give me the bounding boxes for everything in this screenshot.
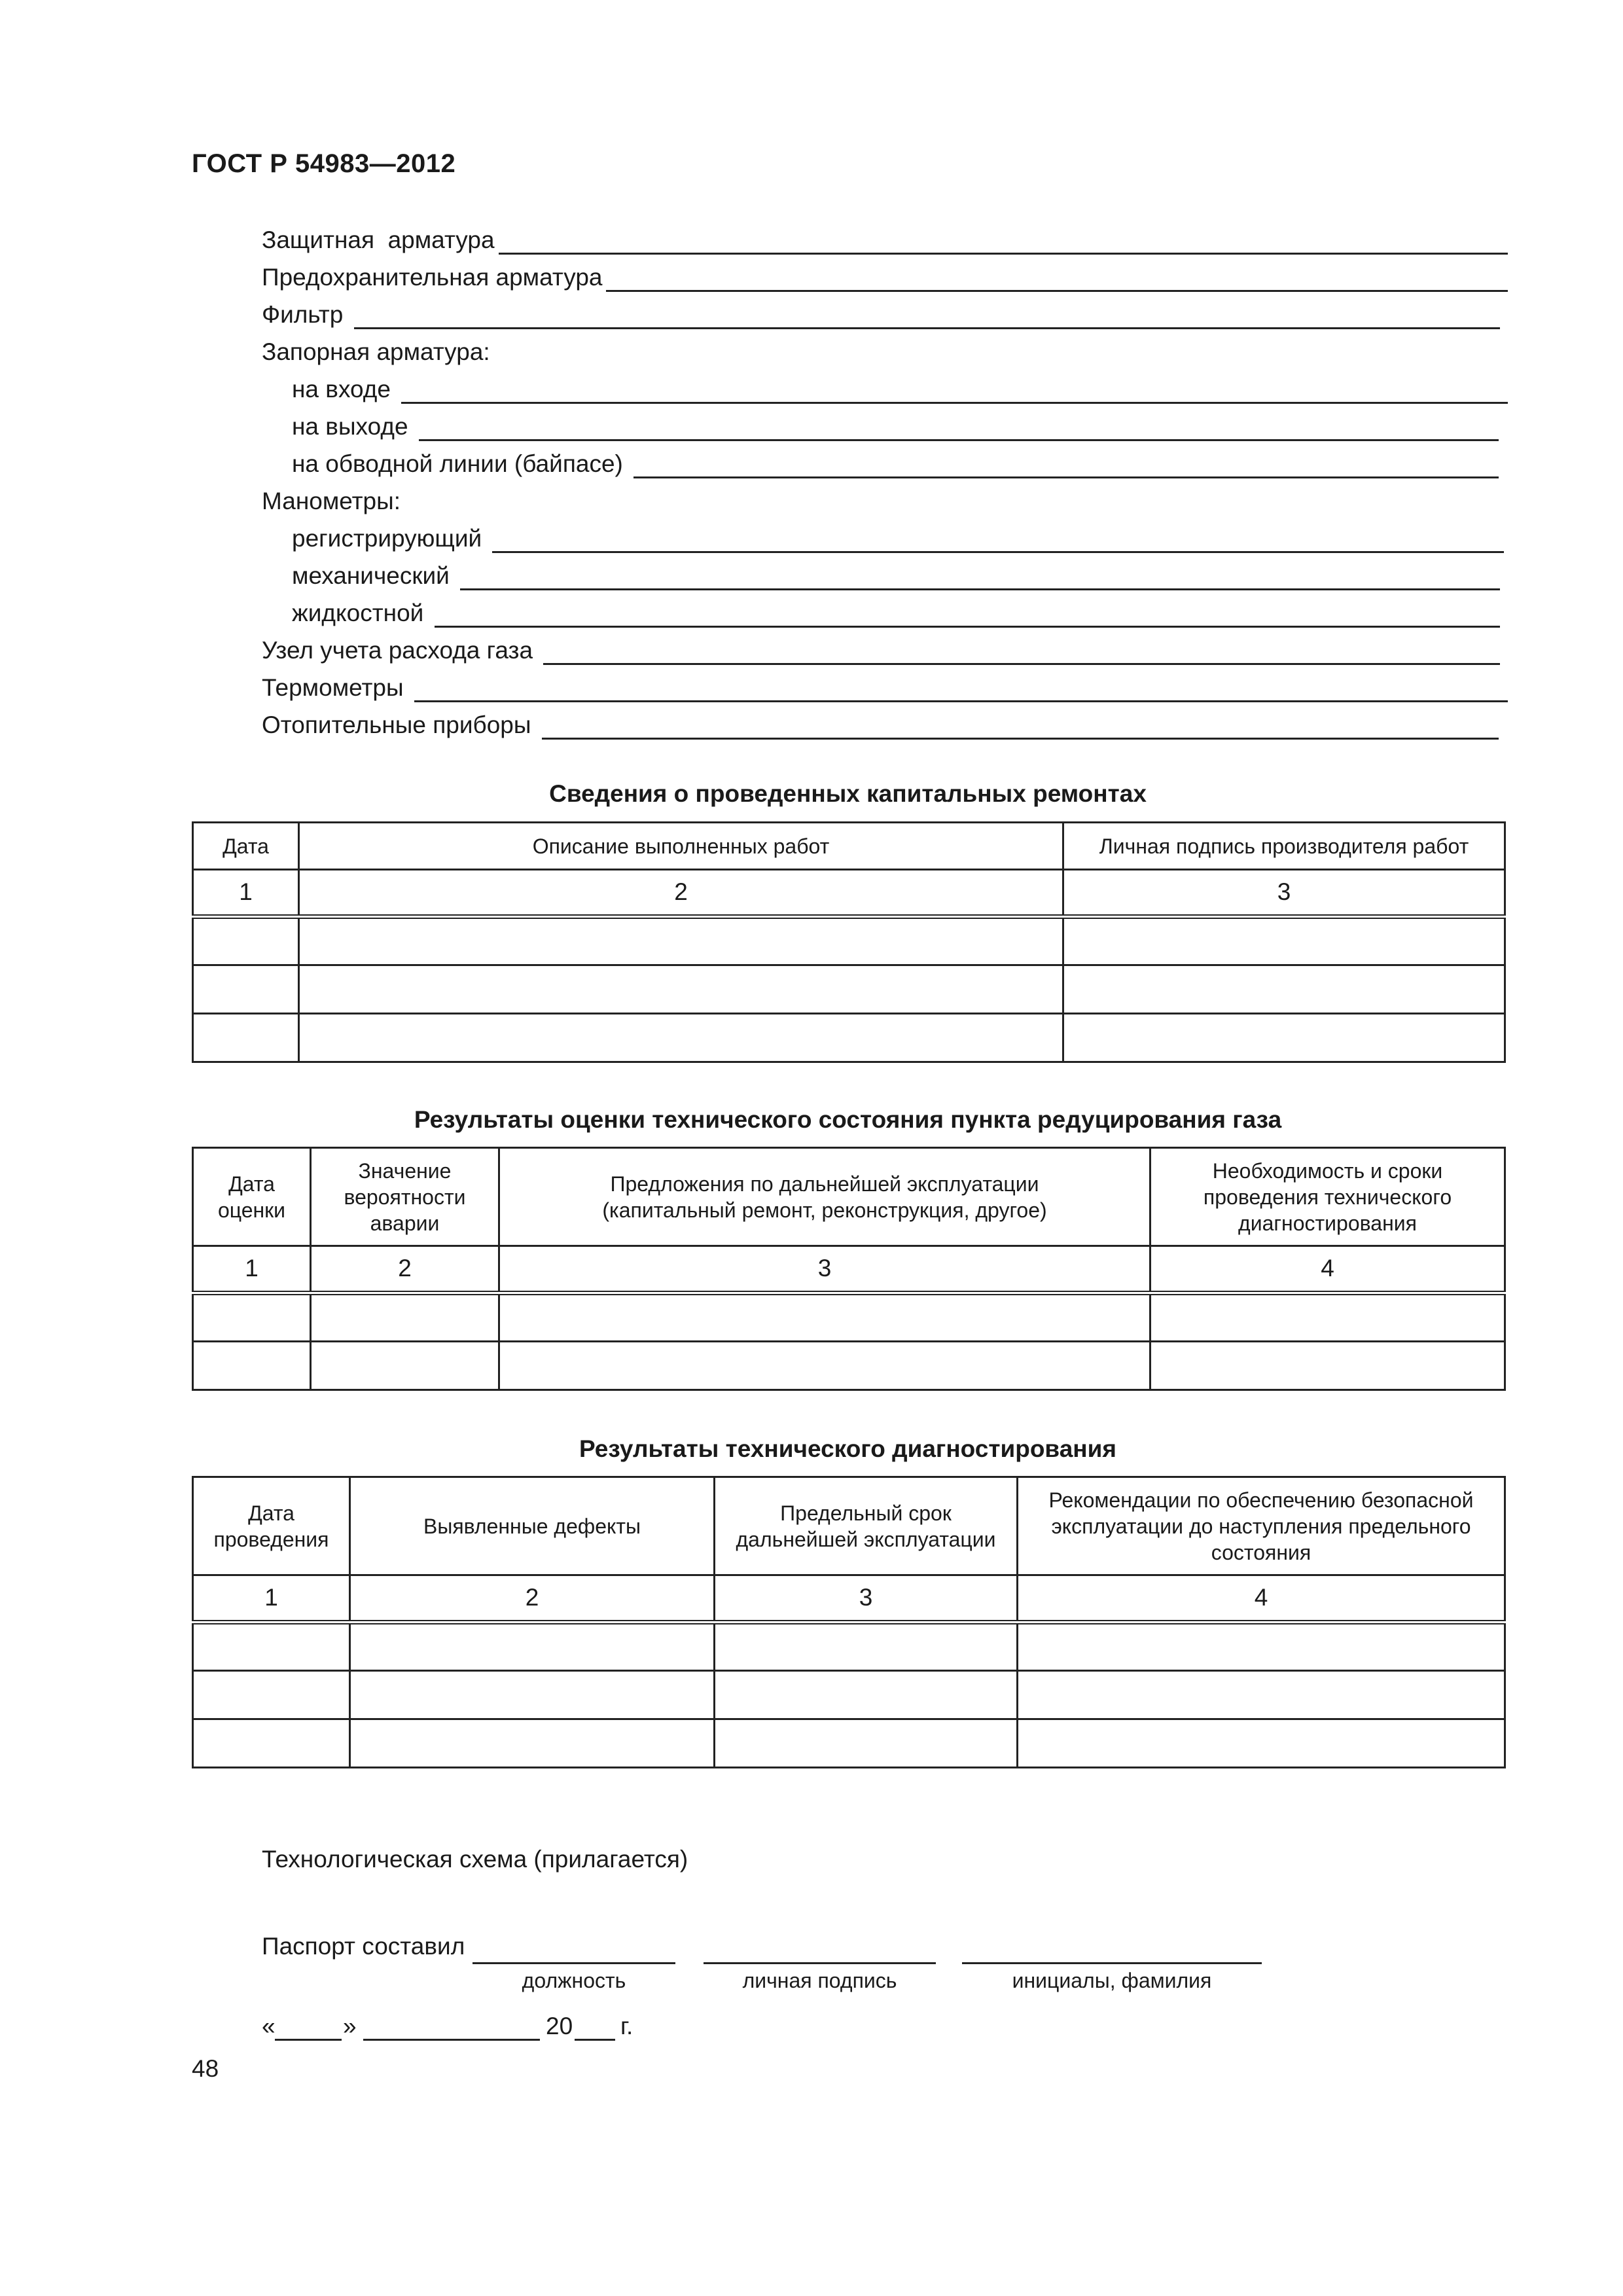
- column-number: 3: [1063, 870, 1505, 917]
- table-cell[interactable]: [1063, 917, 1505, 965]
- fill-in-line[interactable]: [354, 301, 1500, 329]
- table-cell[interactable]: [1150, 1342, 1505, 1390]
- table-row: [193, 1293, 1505, 1342]
- table-cell[interactable]: [193, 1342, 311, 1390]
- table-row: [193, 965, 1505, 1014]
- table-cell[interactable]: [1018, 1623, 1505, 1671]
- table-row: [193, 1623, 1505, 1671]
- field-label: Фильтр: [262, 301, 350, 328]
- column-header: Рекомендации по обеспечению безопасной эксплуатации до наступления предельного состояния: [1018, 1477, 1505, 1575]
- column-header: Значение вероятности аварии: [311, 1148, 499, 1246]
- field-label: Запорная арматура:: [262, 338, 490, 365]
- table-cell[interactable]: [299, 917, 1063, 965]
- field-label: Термометры: [262, 674, 410, 701]
- signature-caption: личная подпись: [742, 1969, 897, 1992]
- compiled-by-label: Паспорт составил: [262, 1933, 465, 1960]
- assessment-table: [192, 1147, 1506, 1391]
- table-cell[interactable]: [715, 1623, 1018, 1671]
- field-label: Отопительные приборы: [262, 711, 538, 738]
- table-cell[interactable]: [193, 965, 299, 1014]
- field-label: Защитная арматура: [262, 226, 495, 253]
- table-cell[interactable]: [350, 1719, 715, 1768]
- column-number: 4: [1150, 1246, 1505, 1293]
- column-header: Личная подпись производителя работ: [1063, 823, 1505, 870]
- document-header: ГОСТ Р 54983—2012: [192, 149, 456, 178]
- table-cell[interactable]: [350, 1623, 715, 1671]
- column-header: Дата оценки: [193, 1148, 311, 1246]
- fill-in-line[interactable]: [460, 562, 1500, 590]
- column-number-row: [193, 1575, 1505, 1623]
- table-header-row: [193, 1477, 1505, 1575]
- day-line[interactable]: [275, 2039, 342, 2041]
- table-cell[interactable]: [193, 1719, 350, 1768]
- column-header: Предложения по дальнейшей эксплуатации (капитальный ремонт, реконструкция, другое): [499, 1148, 1150, 1246]
- field-manometers-heading: [262, 480, 1623, 516]
- field-label: Предохранительная арматура: [262, 264, 603, 291]
- month-line[interactable]: [363, 2039, 540, 2041]
- field-label: Манометры:: [262, 488, 401, 514]
- position-caption: должность: [522, 1969, 626, 1992]
- table-cell[interactable]: [311, 1293, 499, 1342]
- fill-in-line[interactable]: [435, 600, 1500, 628]
- column-number: 1: [193, 1246, 311, 1293]
- table-cell[interactable]: [715, 1719, 1018, 1768]
- column-number: 2: [311, 1246, 499, 1293]
- column-header: Предельный срок дальнейшей эксплуатации: [715, 1477, 1018, 1575]
- table-cell[interactable]: [193, 1671, 350, 1719]
- table-cell[interactable]: [299, 1014, 1063, 1062]
- column-header: Дата: [193, 823, 299, 870]
- table-cell[interactable]: [1150, 1293, 1505, 1342]
- column-number-row: [193, 1246, 1505, 1293]
- column-number: 4: [1018, 1575, 1505, 1623]
- field-gas-metering-unit: [262, 630, 1500, 665]
- table-row: [193, 1719, 1505, 1768]
- field-thermometers: [262, 667, 1508, 702]
- table-cell[interactable]: [499, 1342, 1150, 1390]
- field-heating-devices: [262, 704, 1499, 740]
- table-row: [193, 1671, 1505, 1719]
- table-cell[interactable]: [715, 1671, 1018, 1719]
- field-manometer-recording: [292, 518, 1504, 553]
- field-label: на выходе: [292, 413, 415, 440]
- field-manometer-liquid: [292, 592, 1500, 628]
- field-filter: [262, 294, 1500, 329]
- table-cell[interactable]: [1018, 1671, 1505, 1719]
- fill-in-line[interactable]: [492, 525, 1504, 553]
- field-shutoff-inlet: [292, 368, 1508, 404]
- field-label: механический: [292, 562, 457, 589]
- date-close-quote: »: [343, 2013, 357, 2039]
- field-manometer-mechanical: [292, 555, 1500, 590]
- field-label: на обводной линии (байпасе): [292, 450, 630, 477]
- position-line[interactable]: [473, 1962, 675, 1964]
- table-cell[interactable]: [193, 1014, 299, 1062]
- table-cell[interactable]: [193, 1623, 350, 1671]
- column-number: 2: [299, 870, 1063, 917]
- fill-in-line[interactable]: [401, 376, 1508, 404]
- column-number: 1: [193, 1575, 350, 1623]
- name-caption: инициалы, фамилия: [1012, 1969, 1212, 1992]
- table-cell[interactable]: [499, 1293, 1150, 1342]
- fill-in-line[interactable]: [543, 637, 1500, 665]
- table-cell[interactable]: [1063, 965, 1505, 1014]
- table-row: [193, 1342, 1505, 1390]
- year-suffix: г.: [620, 2013, 633, 2039]
- repairs-title: Сведения о проведенных капитальных ремонтах: [549, 780, 1147, 807]
- diagnostics-title: Результаты технического диагностирования: [579, 1435, 1116, 1462]
- page-number: 48: [192, 2055, 219, 2082]
- field-shutoff-valves-heading: [262, 331, 1623, 367]
- column-number: 3: [715, 1575, 1018, 1623]
- table-cell[interactable]: [311, 1342, 499, 1390]
- table-cell[interactable]: [299, 965, 1063, 1014]
- table-cell[interactable]: [1063, 1014, 1505, 1062]
- field-shutoff-bypass: [292, 443, 1499, 478]
- diagnostics-table: [192, 1476, 1506, 1768]
- signature-line[interactable]: [704, 1962, 936, 1964]
- field-label: жидкостной: [292, 600, 431, 626]
- table-header-row: [193, 823, 1505, 870]
- table-cell[interactable]: [193, 1293, 311, 1342]
- year-prefix: 20: [546, 2013, 573, 2039]
- column-number: 2: [350, 1575, 715, 1623]
- field-label: на входе: [292, 376, 398, 403]
- field-safety-valves: [262, 257, 1508, 292]
- fill-in-line[interactable]: [633, 450, 1499, 478]
- table-cell[interactable]: [350, 1671, 715, 1719]
- column-header: Дата проведения: [193, 1477, 350, 1575]
- fill-in-line[interactable]: [499, 226, 1508, 255]
- date-open-quote: «: [262, 2013, 276, 2039]
- fill-in-line[interactable]: [419, 413, 1499, 441]
- table-row: [193, 917, 1505, 965]
- column-number-row: [193, 870, 1505, 917]
- field-protective-valves: [262, 219, 1508, 255]
- table-row: [193, 1014, 1505, 1062]
- table-cell[interactable]: [1018, 1719, 1505, 1768]
- column-number: 1: [193, 870, 299, 917]
- column-header: Описание выполненных работ: [299, 823, 1063, 870]
- assessment-title: Результаты оценки технического состояния пункта редуцирования газа: [414, 1106, 1282, 1133]
- table-cell[interactable]: [193, 917, 299, 965]
- fill-in-line[interactable]: [542, 711, 1499, 740]
- name-line[interactable]: [962, 1962, 1262, 1964]
- repairs-table: [192, 821, 1506, 1063]
- table-header-row: [193, 1148, 1505, 1246]
- column-header: Необходимость и сроки проведения технического диагностирования: [1150, 1148, 1505, 1246]
- field-shutoff-outlet: [292, 406, 1499, 441]
- column-header: Выявленные дефекты: [350, 1477, 715, 1575]
- year-line[interactable]: [575, 2039, 615, 2041]
- column-number: 3: [499, 1246, 1150, 1293]
- field-label: Узел учета расхода газа: [262, 637, 540, 664]
- fill-in-line[interactable]: [606, 264, 1508, 292]
- field-label: регистрирующий: [292, 525, 489, 552]
- fill-in-line[interactable]: [414, 674, 1508, 702]
- scheme-note: Технологическая схема (прилагается): [262, 1846, 688, 1873]
